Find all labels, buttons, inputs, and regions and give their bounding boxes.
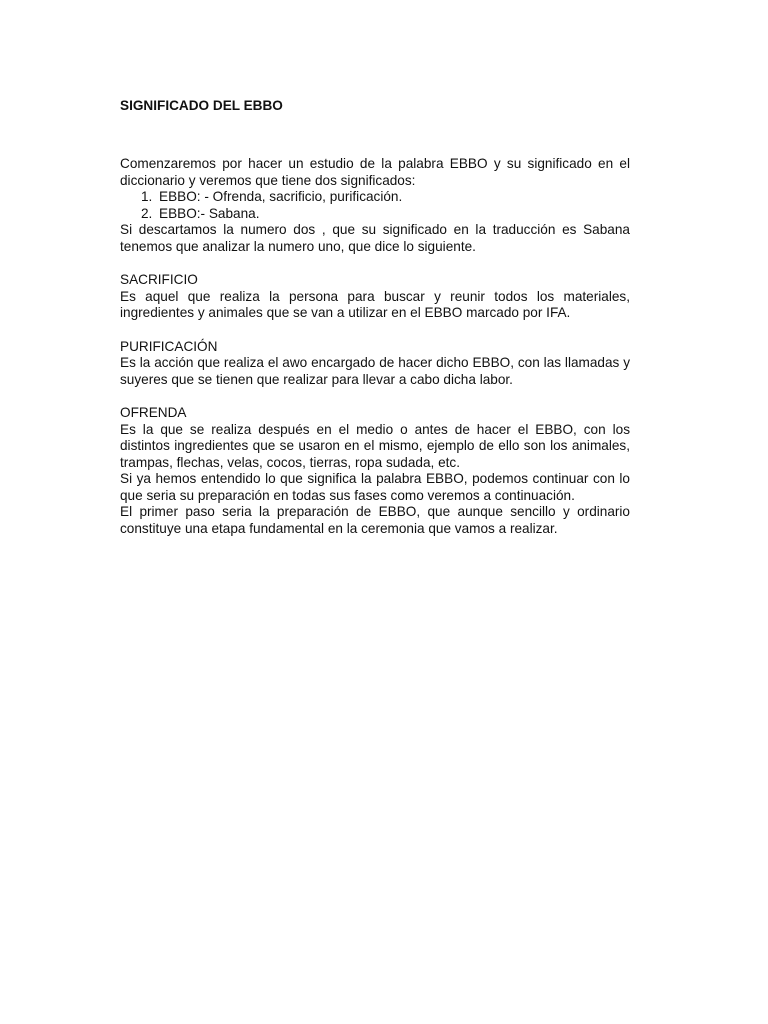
section-paragraph: El primer paso seria la preparación de EBBO, que aunque sencillo y ordinario constituye una etapa fundamental en la ceremonia que vamos a realizar. xyxy=(120,504,630,536)
section-heading-sacrificio: SACRIFICIO xyxy=(120,272,198,287)
list-item-text: EBBO: - Ofrenda, sacrificio, purificación. xyxy=(159,189,403,204)
spacer xyxy=(120,255,630,272)
intro-paragraph: Comenzaremos por hacer un estudio de la palabra EBBO y su significado en el diccionario y veremos que tiene dos significados: xyxy=(120,156,630,188)
section-heading-purificacion: PURIFICACIÓN xyxy=(120,338,218,354)
list-item-text: EBBO:- Sabana. xyxy=(159,205,260,221)
spacer xyxy=(120,322,630,339)
list-item-number: 1. xyxy=(141,189,153,204)
intro-after-paragraph: Si descartamos la numero dos , que su significado en la traducción es Sabana tenemos que analizar la numero uno, que dice lo siguiente. xyxy=(120,222,630,254)
section-paragraph: Si ya hemos entendido lo que significa la palabra EBBO, podemos continuar con lo que seria su preparación en todas sus fases como veremos a continuación. xyxy=(120,471,630,503)
section-paragraph: Es aquel que realiza la persona para buscar y reunir todos los materiales, ingredientes y animales que se van a utilizar en el EBBO marcado por IFA. xyxy=(120,288,630,320)
section-paragraph: Es la acción que realiza el awo encargado de hacer dicho EBBO, con las llamadas y suyeres que se tienen que realizar para llevar a cabo dicha labor. xyxy=(120,355,630,387)
section-paragraph: Es la que se realiza después en el medio o antes de hacer el EBBO, con los distintos ingredientes que se usaron en el mismo, ejemplo de ello son los animales, trampas, flechas, velas, cocos, tierras, ropa sudada, etc. xyxy=(120,421,630,470)
document-page xyxy=(120,98,630,537)
list-item xyxy=(120,189,630,206)
list-item xyxy=(120,206,630,223)
spacer xyxy=(120,388,630,405)
section-heading-ofrenda: OFRENDA xyxy=(120,405,187,420)
list-item-number: 2. xyxy=(141,205,153,221)
document-title: SIGNIFICADO DEL EBBO xyxy=(120,98,283,113)
spacer xyxy=(120,124,630,156)
meanings-list xyxy=(120,189,630,222)
